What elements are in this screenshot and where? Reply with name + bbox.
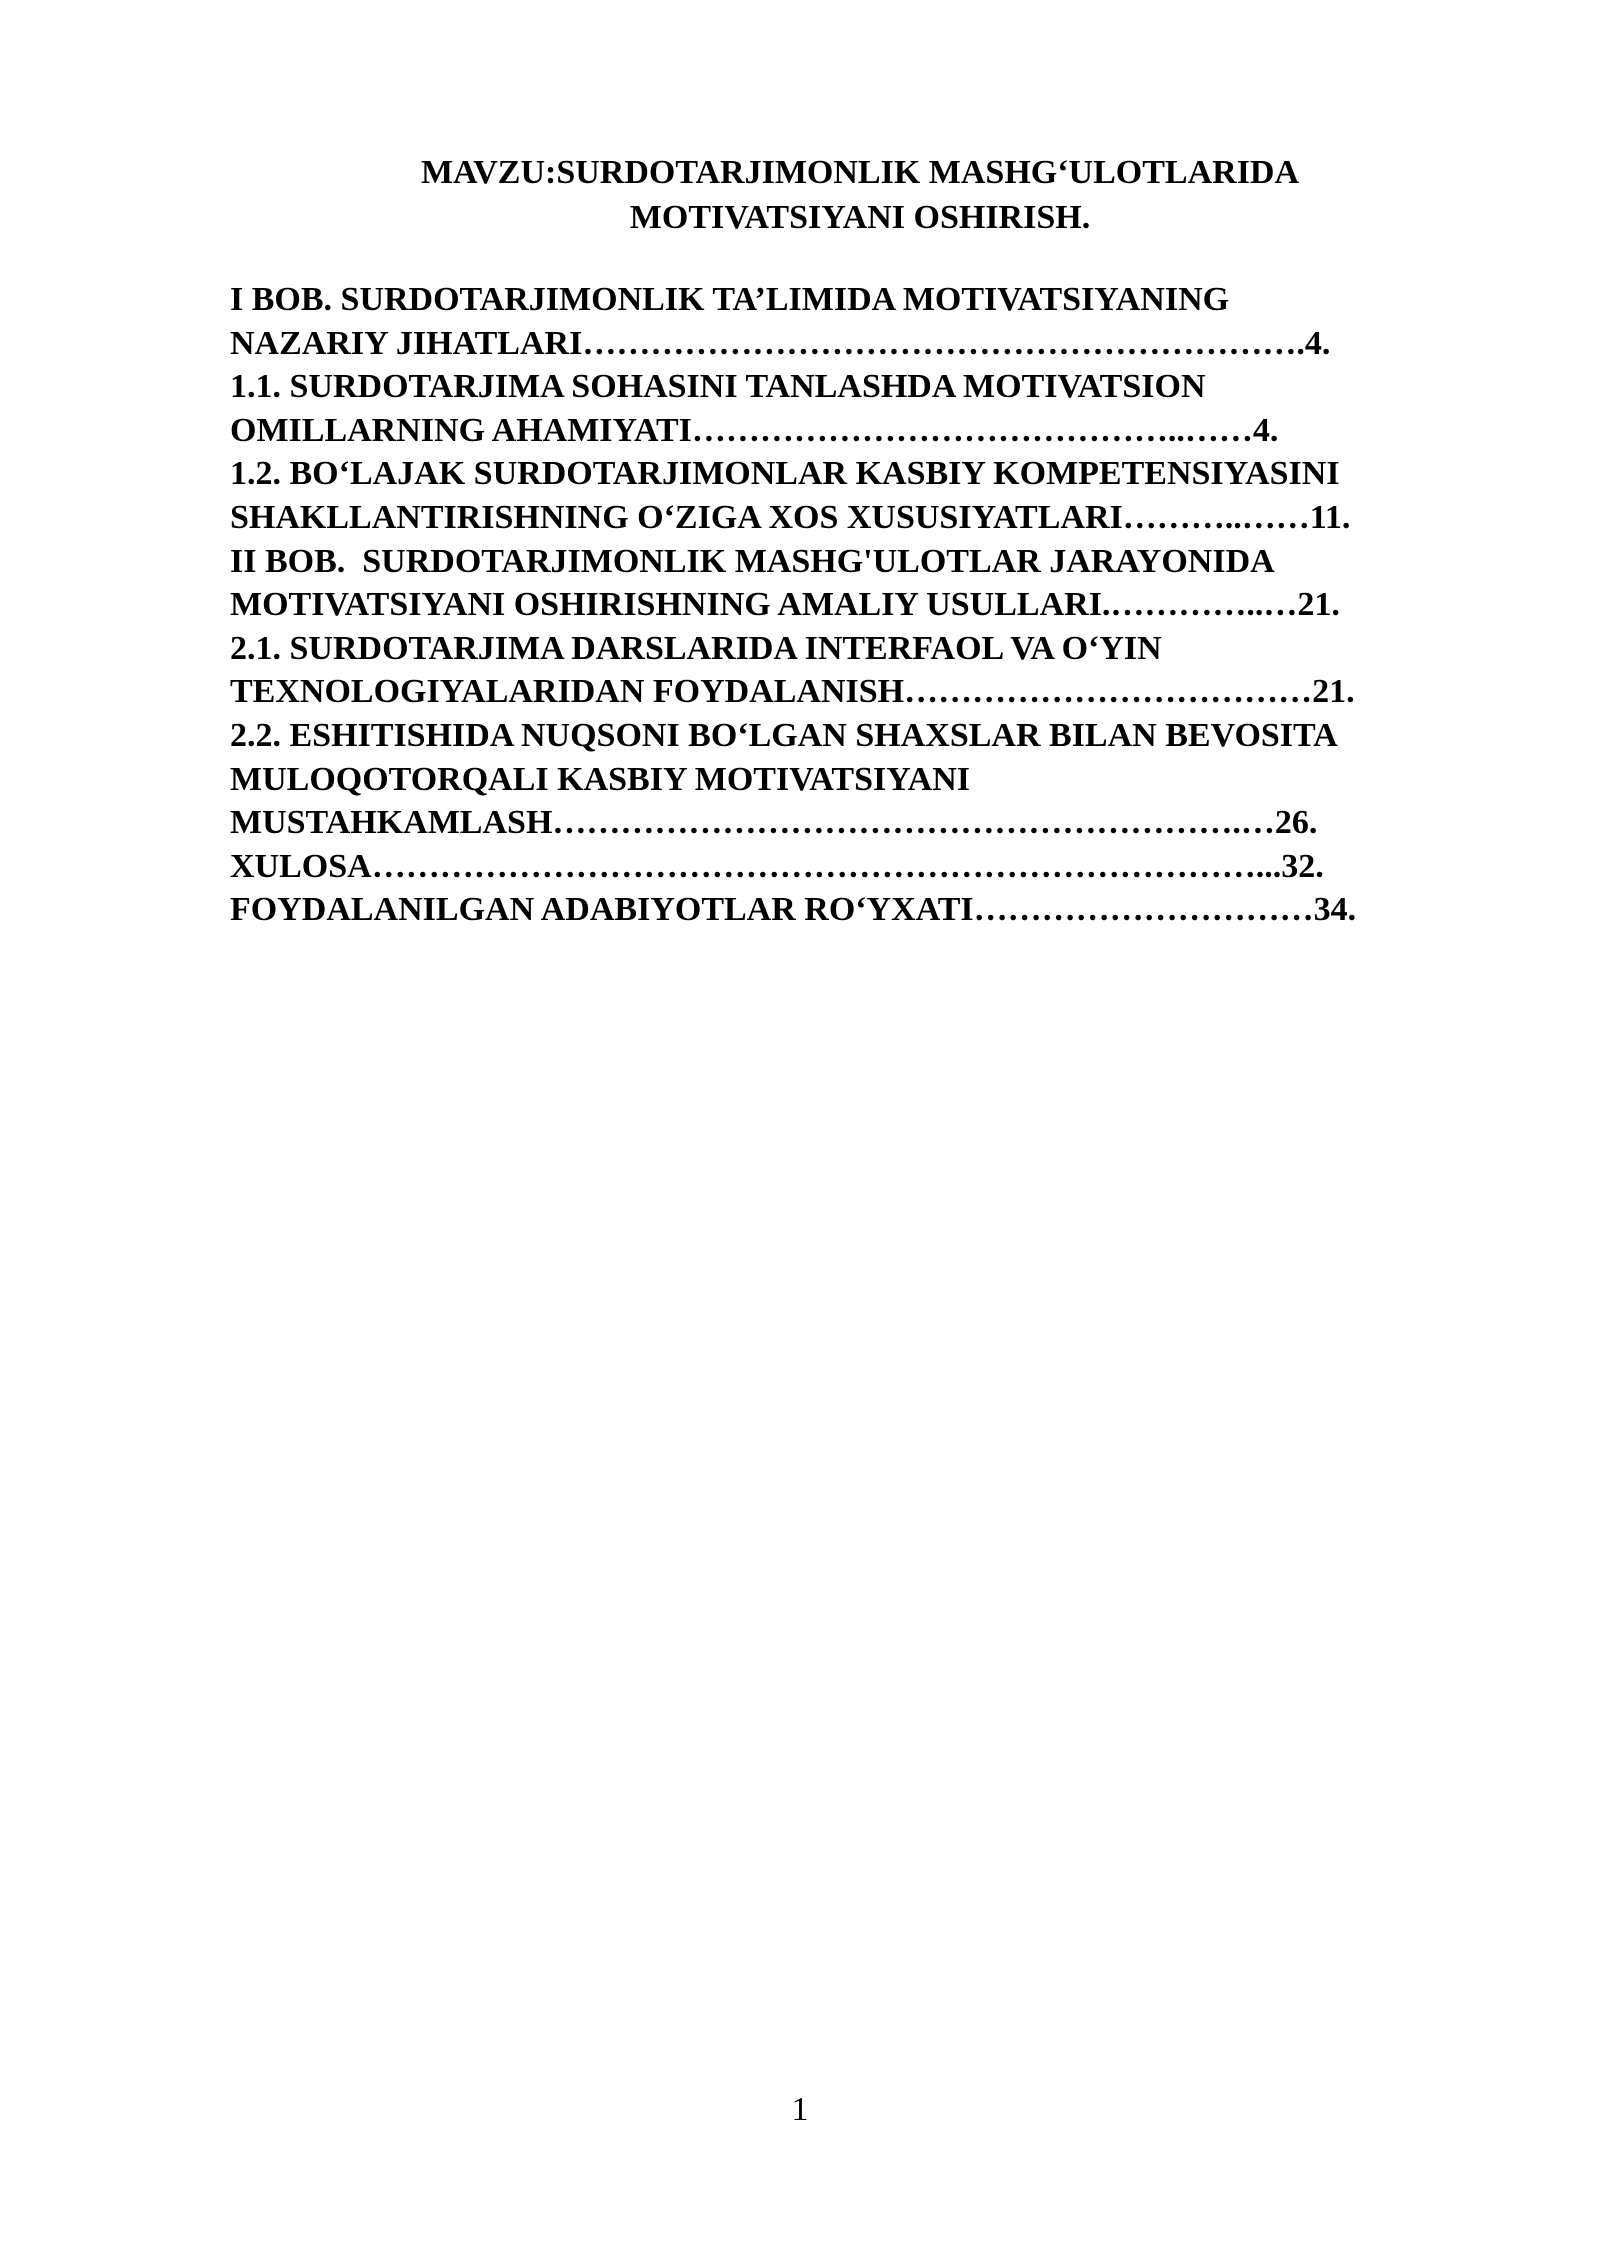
- toc-line: I BOB. SURDOTARJIMONLIK TA’LIMIDA MOTIVATSIYANING: [230, 281, 1230, 318]
- toc-line: NAZARIY JIHATLARI……………………………………………………….4.: [230, 324, 1331, 362]
- toc-line: MULOQOTORQALI KASBIY MOTIVATSIYANI: [230, 760, 970, 798]
- toc-line: SHAKLLANTIRISHNING O‘ZIGA XOS XUSUSIYATLARI………..……11.: [230, 498, 1351, 536]
- toc-line: FOYDALANILGAN ADABIYOTLAR RO‘YXATI…………………………34.: [230, 891, 1357, 929]
- toc-line: MOTIVATSIYANI OSHIRISHNING AMALIY USULLARI.…………..…21.: [230, 586, 1340, 624]
- toc-line: 2.1. SURDOTARJIMA DARSLARIDA INTERFAOL VA O‘YIN: [230, 629, 1162, 667]
- document-title: [230, 150, 1490, 240]
- title-line: MOTIVATSIYANI OSHIRISH.: [629, 199, 1091, 236]
- toc-line: II BOB. SURDOTARJIMONLIK MASHG'ULOTLAR JARAYONIDA: [230, 542, 1275, 580]
- toc-line: 1.1. SURDOTARJIMA SOHASINI TANLASHDA MOTIVATSION: [230, 368, 1206, 406]
- toc-line: 1.2. BO‘LAJAK SURDOTARJIMONLAR KASBIY KOMPETENSIYASINI: [230, 455, 1340, 493]
- table-of-contents: [230, 278, 1490, 932]
- toc-line: XULOSA……………………………………………………………………...32.: [230, 847, 1324, 885]
- title-line: MAVZU:SURDOTARJIMONLIK MASHG‘ULOTLARIDA: [420, 154, 1300, 191]
- toc-line: 2.2. ESHITISHIDA NUQSONI BO‘LGAN SHAXSLAR BILAN BEVOSITA: [230, 716, 1338, 754]
- toc-line: TEXNOLOGIYALARIDAN FOYDALANISH………………………………21.: [230, 673, 1355, 711]
- toc-line: MUSTAHKAMLASH…………………………………………………….…26.: [230, 804, 1318, 842]
- toc-line: OMILLARNING AHAMIYATI……………………………………..……4.: [230, 411, 1279, 449]
- page-number: 1: [791, 2091, 809, 2128]
